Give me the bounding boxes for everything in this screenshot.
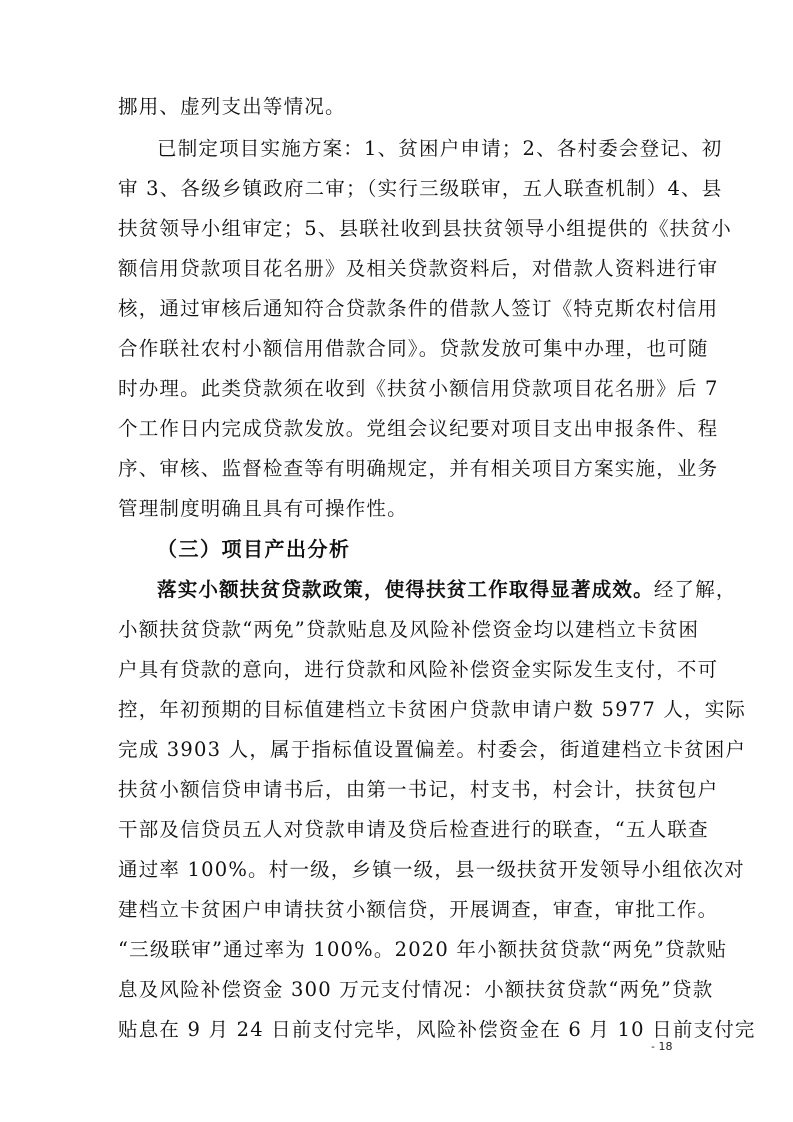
paragraph-line: 核，通过审核后通知符合贷款条件的借款人签订《特克斯农村信用 [118,297,719,320]
paragraph-line: 户具有贷款的意向，进行贷款和风险补偿资金实际发生支付，不可 [118,658,719,681]
paragraph-line: 控，年初预期的目标值建档立卡贫困户贷款申请户数 5977 人，实际 [118,698,747,721]
paragraph-line: 扶贫小额信贷申请书后，由第一书记，村支书，村会计，扶贫包户 [118,778,719,801]
paragraph-line: 贴息在 9 月 24 日前支付完毕，风险补偿资金在 6 月 10 日前支付完 [118,1018,756,1041]
paragraph-line: 时办理。此类贷款须在收到《扶贫小额信用贷款项目花名册》后 7 [118,377,719,400]
paragraph-line: 合作联社农村小额信用借款合同》。贷款发放可集中办理，也可随 [118,337,709,360]
bold-lead-text: 落实小额扶贫贷款政策，使得扶贫工作取得显著成效。 [157,578,654,601]
paragraph-line: 小额扶贫贷款“两免”贷款贴息及风险补偿资金均以建档立卡贫困 [118,618,700,641]
paragraph-line: 已制定项目实施方案：1、贫困户申请；2、各村委会登记、初 [157,137,723,160]
lead-rest-text: 经了解， [653,578,737,601]
paragraph-line: 通过率 100%。村一级，乡镇一级，县一级扶贫开发领导小组依次对 [118,858,745,881]
paragraph-line: 息及风险补偿资金 300 万元支付情况：小额扶贫贷款“两免”贷款 [118,978,714,1001]
paragraph-line: 挪用、虚列支出等情况。 [118,95,346,118]
paragraph-line: 管理制度明确且具有可操作性。 [118,497,408,520]
paragraph-line: 干部及信贷员五人对贷款申请及贷后检查进行的联查，“五人联查 [118,818,709,841]
paragraph-line: 完成 3903 人，属于指标值设置偏差。村委会，街道建档立卡贫困户 [118,738,747,761]
paragraph-line: 序、审核、监督检查等有明确规定，并有相关项目方案实施，业务 [118,457,719,480]
paragraph-line: “三级联审”通过率为 100%。2020 年小额扶贫贷款“两免”贷款贴 [118,938,728,961]
paragraph-lead-line [157,578,737,602]
paragraph-line: 个工作日内完成贷款发放。党组会议纪要对项目支出申报条件、程 [118,417,719,440]
section-heading: （三）项目产出分析 [157,537,351,561]
paragraph-line: 审 3、各级乡镇政府二审；（实行三级联审，五人联查机制）4、县 [118,177,723,200]
paragraph-line: 扶贫领导小组审定；5、县联社收到县扶贫领导小组提供的《扶贫小 [118,217,732,240]
page-number: - 18 [651,1040,673,1053]
paragraph-line: 建档立卡贫困户申请扶贫小额信贷，开展调查，审查，审批工作。 [118,898,719,921]
paragraph-line: 额信用贷款项目花名册》及相关贷款资料后，对借款人资料进行审 [118,257,719,280]
